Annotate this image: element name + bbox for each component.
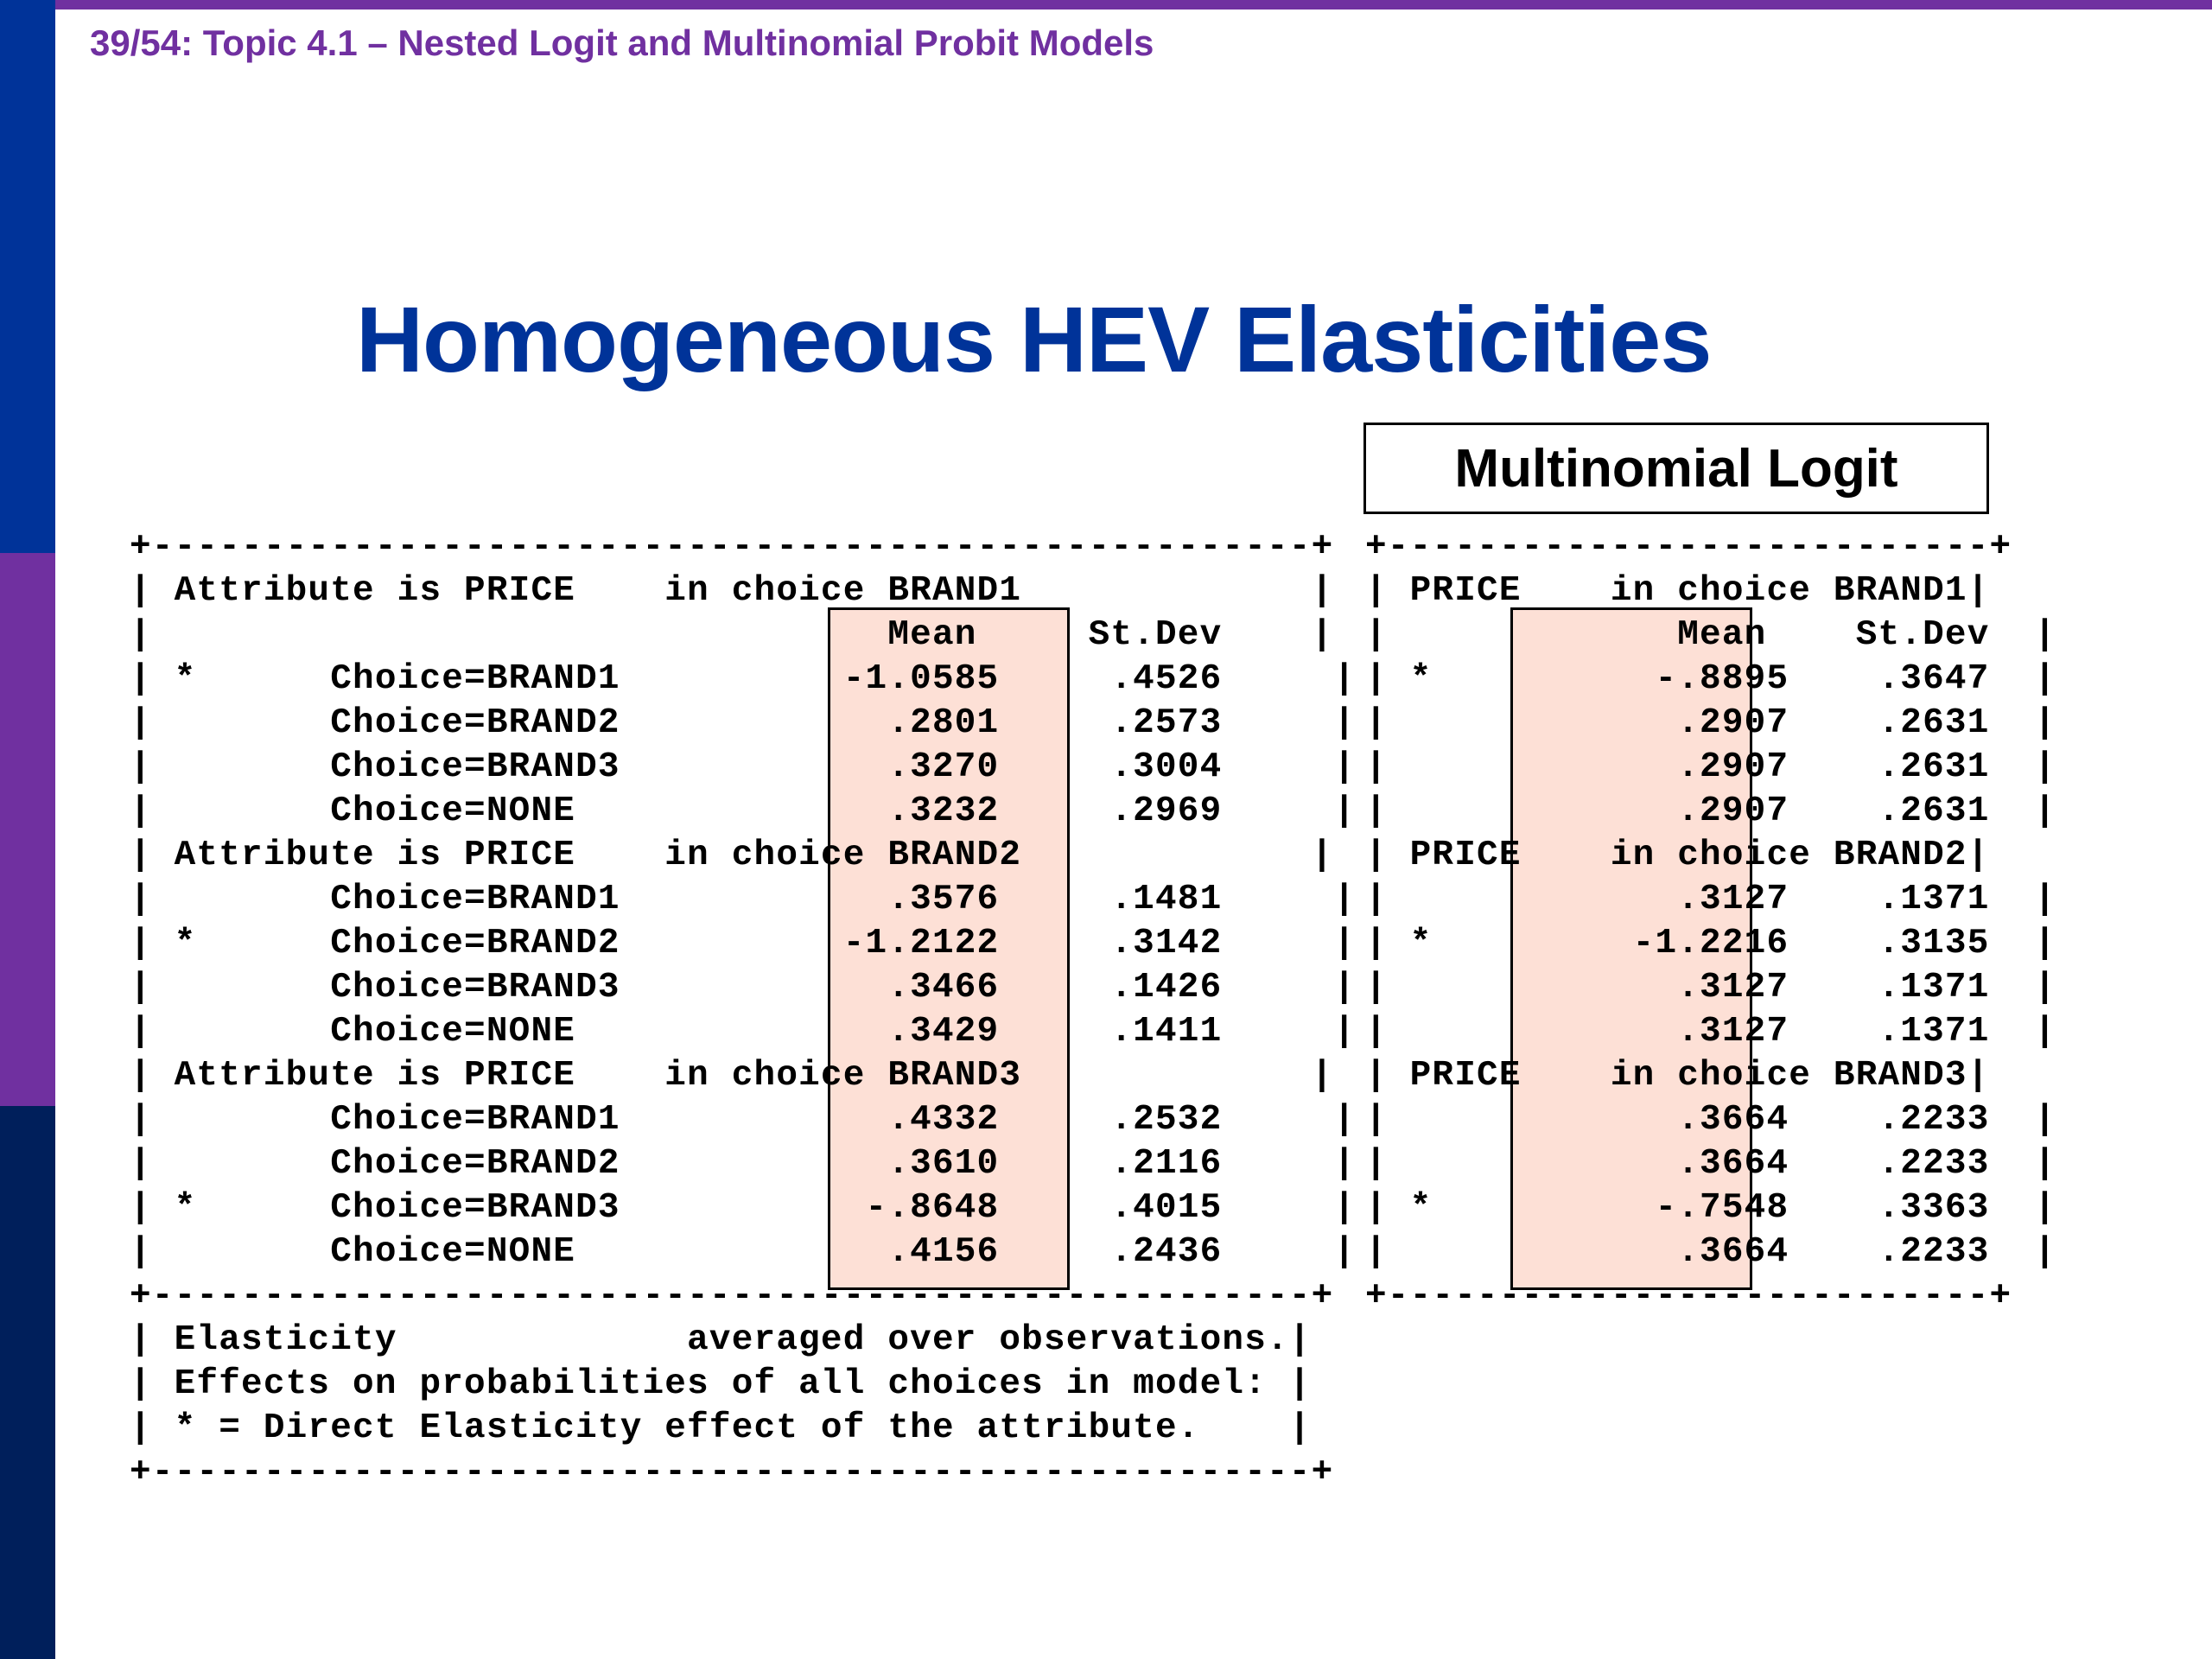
mnl-table-line: | Mean St.Dev |: [1365, 615, 2056, 655]
mnl-table-line: | .2907 .2631 |: [1365, 791, 2056, 831]
mnl-table-line: | * -.8895 .3647 |: [1365, 659, 2056, 699]
hev-table-line: | Choice=BRAND2 .3610 .2116 |: [130, 1144, 1357, 1184]
side-accent-bar-navy: [0, 1106, 55, 1659]
mnl-table-line: | .2907 .2631 |: [1365, 703, 2056, 743]
side-accent-bar-purple: [0, 553, 55, 1106]
hev-table-line: | * Choice=BRAND2 -1.2122 .3142 |: [130, 924, 1357, 963]
hev-table-line: +----------------------------------------------------+: [130, 1276, 1334, 1316]
mnl-table-line: +---------------------------+: [1365, 527, 2012, 567]
mnl-table-line: | .3664 .2233 |: [1365, 1100, 2056, 1140]
hev-table-line: | Choice=BRAND2 .2801 .2573 |: [130, 703, 1357, 743]
hev-table-line: | * Choice=BRAND3 -.8648 .4015 |: [130, 1188, 1357, 1228]
hev-table-line: | Effects on probabilities of all choices in model: |: [130, 1364, 1312, 1404]
mnl-table-line: | PRICE in choice BRAND3|: [1365, 1056, 1990, 1096]
hev-table-line: | Choice=BRAND1 .4332 .2532 |: [130, 1100, 1357, 1140]
mnl-table-line: | .3127 .1371 |: [1365, 880, 2056, 919]
hev-table-line: | Choice=NONE .4156 .2436 |: [130, 1232, 1357, 1272]
hev-table-line: | Choice=BRAND3 .3466 .1426 |: [130, 968, 1357, 1007]
mnl-table-line: | * -.7548 .3363 |: [1365, 1188, 2056, 1228]
hev-elasticity-table: [130, 525, 1356, 1495]
hev-table-line: | Choice=BRAND3 .3270 .3004 |: [130, 747, 1357, 787]
hev-table-line: | Choice=NONE .3232 .2969 |: [130, 791, 1357, 831]
side-accent-bar-blue: [0, 0, 55, 553]
hev-table-line: | Mean St.Dev |: [130, 615, 1334, 655]
mnl-table-line: | * -1.2216 .3135 |: [1365, 924, 2056, 963]
hev-table-line: +----------------------------------------------------+: [130, 527, 1334, 567]
hev-table-line: | Attribute is PRICE in choice BRAND1 |: [130, 571, 1334, 611]
hev-table-line: | Choice=BRAND1 .3576 .1481 |: [130, 880, 1357, 919]
mnl-table-line: | .3127 .1371 |: [1365, 968, 2056, 1007]
hev-table-line: | Choice=NONE .3429 .1411 |: [130, 1012, 1357, 1052]
mnl-table-line: | PRICE in choice BRAND1|: [1365, 571, 1990, 611]
multinomial-logit-label: Multinomial Logit: [1363, 423, 1989, 514]
slide-header: 39/54: Topic 4.1 – Nested Logit and Multinomial Probit Models: [90, 22, 1154, 63]
mnl-table-line: | .3664 .2233 |: [1365, 1232, 2056, 1272]
mnl-table-line: +---------------------------+: [1365, 1276, 2012, 1316]
hev-table-line: +----------------------------------------------------+: [130, 1452, 1334, 1492]
mnl-table-line: | PRICE in choice BRAND2|: [1365, 836, 1990, 875]
hev-table-line: | Attribute is PRICE in choice BRAND2 |: [130, 836, 1334, 875]
hev-table-line: | Attribute is PRICE in choice BRAND3 |: [130, 1056, 1334, 1096]
mnl-elasticity-table: [1365, 525, 2056, 1319]
top-accent-bar: [0, 0, 2212, 10]
mnl-table-line: | .3664 .2233 |: [1365, 1144, 2056, 1184]
hev-table-line: | * = Direct Elasticity effect of the attribute. |: [130, 1408, 1312, 1448]
slide-title: Homogeneous HEV Elasticities: [356, 287, 1712, 391]
mnl-table-line: | .3127 .1371 |: [1365, 1012, 2056, 1052]
hev-table-line: | * Choice=BRAND1 -1.0585 .4526 |: [130, 659, 1357, 699]
hev-table-line: | Elasticity averaged over observations.|: [130, 1320, 1312, 1360]
mnl-table-line: | .2907 .2631 |: [1365, 747, 2056, 787]
